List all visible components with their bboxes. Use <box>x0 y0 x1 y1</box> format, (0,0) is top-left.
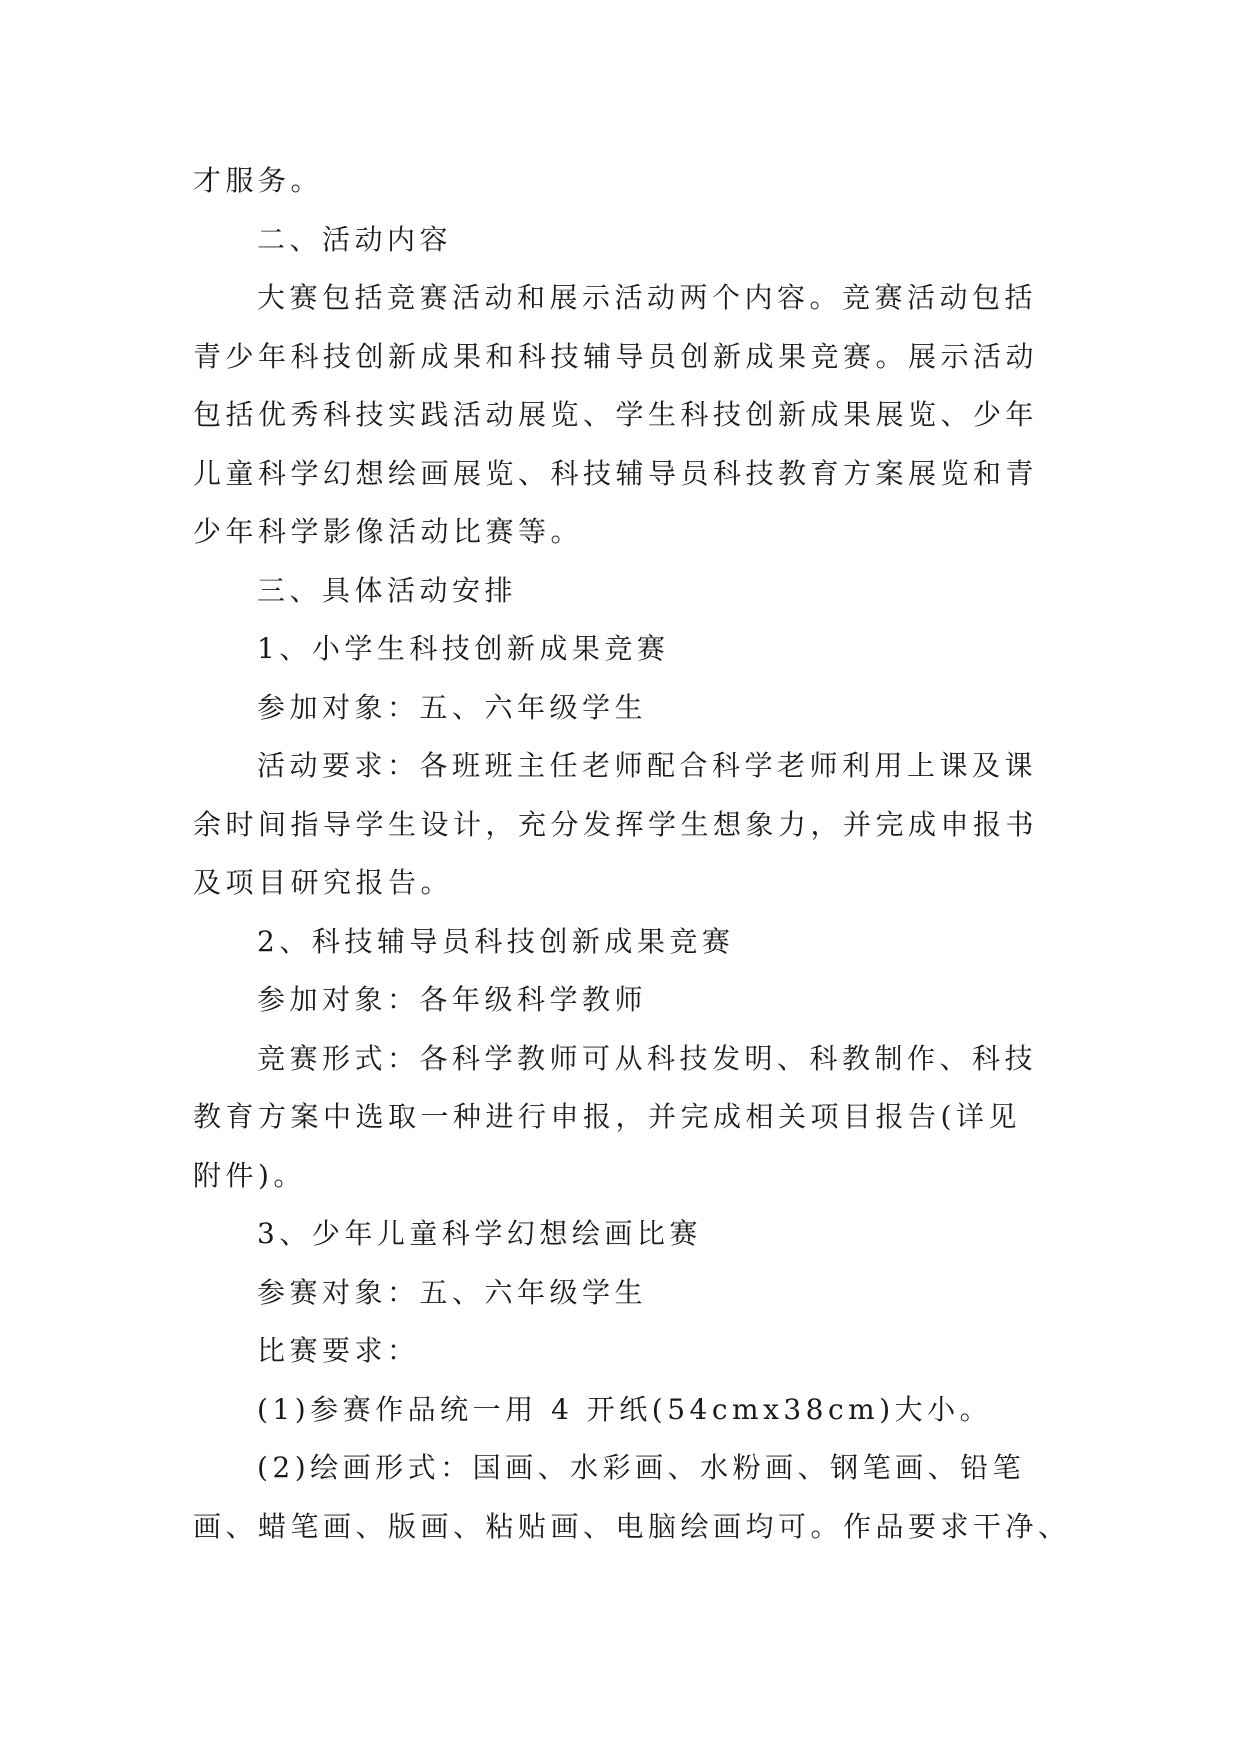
text-line: 参加对象：五、六年级学生 <box>257 690 648 724</box>
text-line: 参赛对象：五、六年级学生 <box>257 1275 648 1309</box>
document-page <box>193 152 1071 1556</box>
text-line: 参加对象：各年级科学教师 <box>257 983 648 1016</box>
section-heading: 三、具体活动安排 <box>257 573 518 607</box>
subsection-heading: 1、小学生科技创新成果竞赛 <box>257 632 670 665</box>
text-line: 画、蜡笔画、版画、粘贴画、电脑绘画均可。作品要求干净、 <box>193 1509 1071 1543</box>
text-line: 附件)。 <box>193 1158 306 1192</box>
text-line: 青少年科技创新成果和科技辅导员创新成果竞赛。展示活动 <box>193 339 1039 373</box>
list-item: (2)绘画形式：国画、水彩画、水粉画、钢笔画、铅笔 <box>257 1451 1026 1484</box>
text-line: 比赛要求： <box>257 1334 420 1367</box>
subsection-heading: 2、科技辅导员科技创新成果竞赛 <box>257 924 735 958</box>
text-line: 活动要求：各班班主任老师配合科学老师利用上课及课 <box>257 749 1038 782</box>
list-item: (1)参赛作品统一用 4 开纸(54cmx38cm)大小。 <box>257 1392 993 1426</box>
text-line: 竞赛形式：各科学教师可从科技发明、科教制作、科技 <box>257 1041 1038 1075</box>
text-line: 儿童科学幻想绘画展览、科技辅导员科技教育方案展览和青 <box>193 456 1039 490</box>
subsection-heading: 3、少年儿童科学幻想绘画比赛 <box>257 1217 702 1250</box>
text-line: 余时间指导学生设计，充分发挥学生想象力，并完成申报书 <box>193 807 1039 841</box>
text-line: 包括优秀科技实践活动展览、学生科技创新成果展览、少年 <box>193 398 1039 431</box>
text-line: 及项目研究报告。 <box>193 866 454 899</box>
text-line: 才服务。 <box>193 164 324 197</box>
text-line: 少年科学影像活动比赛等。 <box>193 515 584 548</box>
section-heading: 二、活动内容 <box>257 222 453 256</box>
text-line: 大赛包括竞赛活动和展示活动两个内容。竞赛活动包括 <box>257 281 1038 314</box>
text-line: 教育方案中选取一种进行申报，并完成相关项目报告(详见 <box>193 1100 1021 1133</box>
